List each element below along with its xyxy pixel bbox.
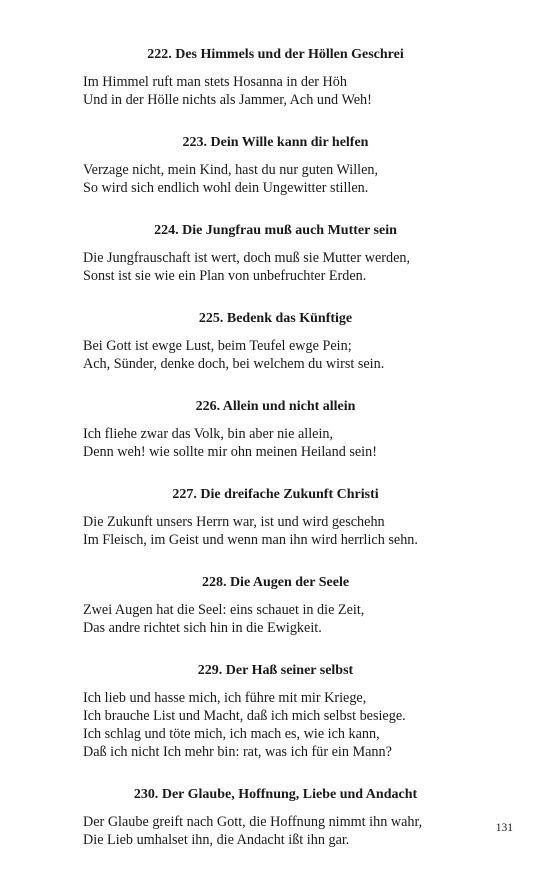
poem-line: Der Glaube greift nach Gott, die Hoffnung nimmt ihn wahr, — [83, 814, 423, 830]
poem-line: Ich schlag und töte mich, ich mach es, wie ich kann, — [83, 726, 380, 742]
poem-line: Die Jungfrauschaft ist wert, doch muß sie Mutter werden, — [83, 250, 411, 266]
page-number: 131 — [495, 822, 513, 834]
poem-title: 226. Allein und nicht allein — [195, 399, 356, 414]
poem-line: Denn weh! wie sollte mir ohn meinen Heiland sein! — [83, 444, 377, 460]
poem-line: Im Himmel ruft man stets Hosanna in der Höh — [83, 74, 347, 90]
poem-223 — [83, 134, 468, 197]
poem-226 — [83, 398, 468, 461]
poem-title: 225. Bedenk das Künftige — [198, 311, 353, 326]
poem-228 — [83, 574, 468, 637]
poem-line: Ich lieb und hasse mich, ich führe mit mir Kriege, — [83, 690, 367, 706]
poem-229 — [83, 662, 468, 761]
poem-225 — [83, 310, 468, 373]
poem-line: Das andre richtet sich hin in die Ewigkeit. — [83, 620, 322, 636]
poem-line: Bei Gott ist ewge Lust, beim Teufel ewge Pein; — [83, 338, 352, 354]
poem-224 — [83, 222, 468, 285]
poem-title: 227. Die dreifache Zukunft Christi — [172, 487, 379, 502]
poem-line: Ach, Sünder, denke doch, bei welchem du wirst sein. — [83, 356, 385, 372]
poem-222 — [83, 46, 468, 109]
poem-line: Die Lieb umhalset ihn, die Andacht ißt ihn gar. — [83, 832, 350, 848]
poem-line: Daß ich nicht Ich mehr bin: rat, was ich für ein Mann? — [83, 744, 392, 760]
poem-line: Verzage nicht, mein Kind, hast du nur guten Willen, — [83, 162, 379, 178]
poem-title: 223. Dein Wille kann dir helfen — [182, 135, 369, 150]
poem-line: Die Zukunft unsers Herrn war, ist und wird geschehn — [83, 514, 385, 530]
poem-line: So wird sich endlich wohl dein Ungewitter stillen. — [83, 180, 369, 196]
poem-230 — [83, 786, 468, 849]
poem-title: 228. Die Augen der Seele — [201, 575, 350, 590]
poem-line: Im Fleisch, im Geist und wenn man ihn wird herrlich sehn. — [83, 532, 418, 548]
poem-line: Zwei Augen hat die Seel: eins schauet in die Zeit, — [83, 602, 365, 618]
poem-line: Ich brauche List und Macht, daß ich mich selbst besiege. — [83, 708, 406, 724]
poem-line: Sonst ist sie wie ein Plan von unbefruchter Erden. — [83, 268, 367, 284]
page-content — [83, 46, 468, 849]
poem-line: Und in der Hölle nichts als Jammer, Ach und Weh! — [83, 92, 372, 108]
poem-title: 229. Der Haß seiner selbst — [197, 663, 354, 678]
poem-title: 230. Der Glaube, Hoffnung, Liebe und Andacht — [133, 787, 418, 802]
poem-line: Ich fliehe zwar das Volk, bin aber nie allein, — [83, 426, 334, 442]
poem-title: 222. Des Himmels und der Höllen Geschrei — [147, 47, 404, 62]
poem-title: 224. Die Jungfrau muß auch Mutter sein — [154, 223, 397, 238]
poem-227 — [83, 486, 468, 549]
